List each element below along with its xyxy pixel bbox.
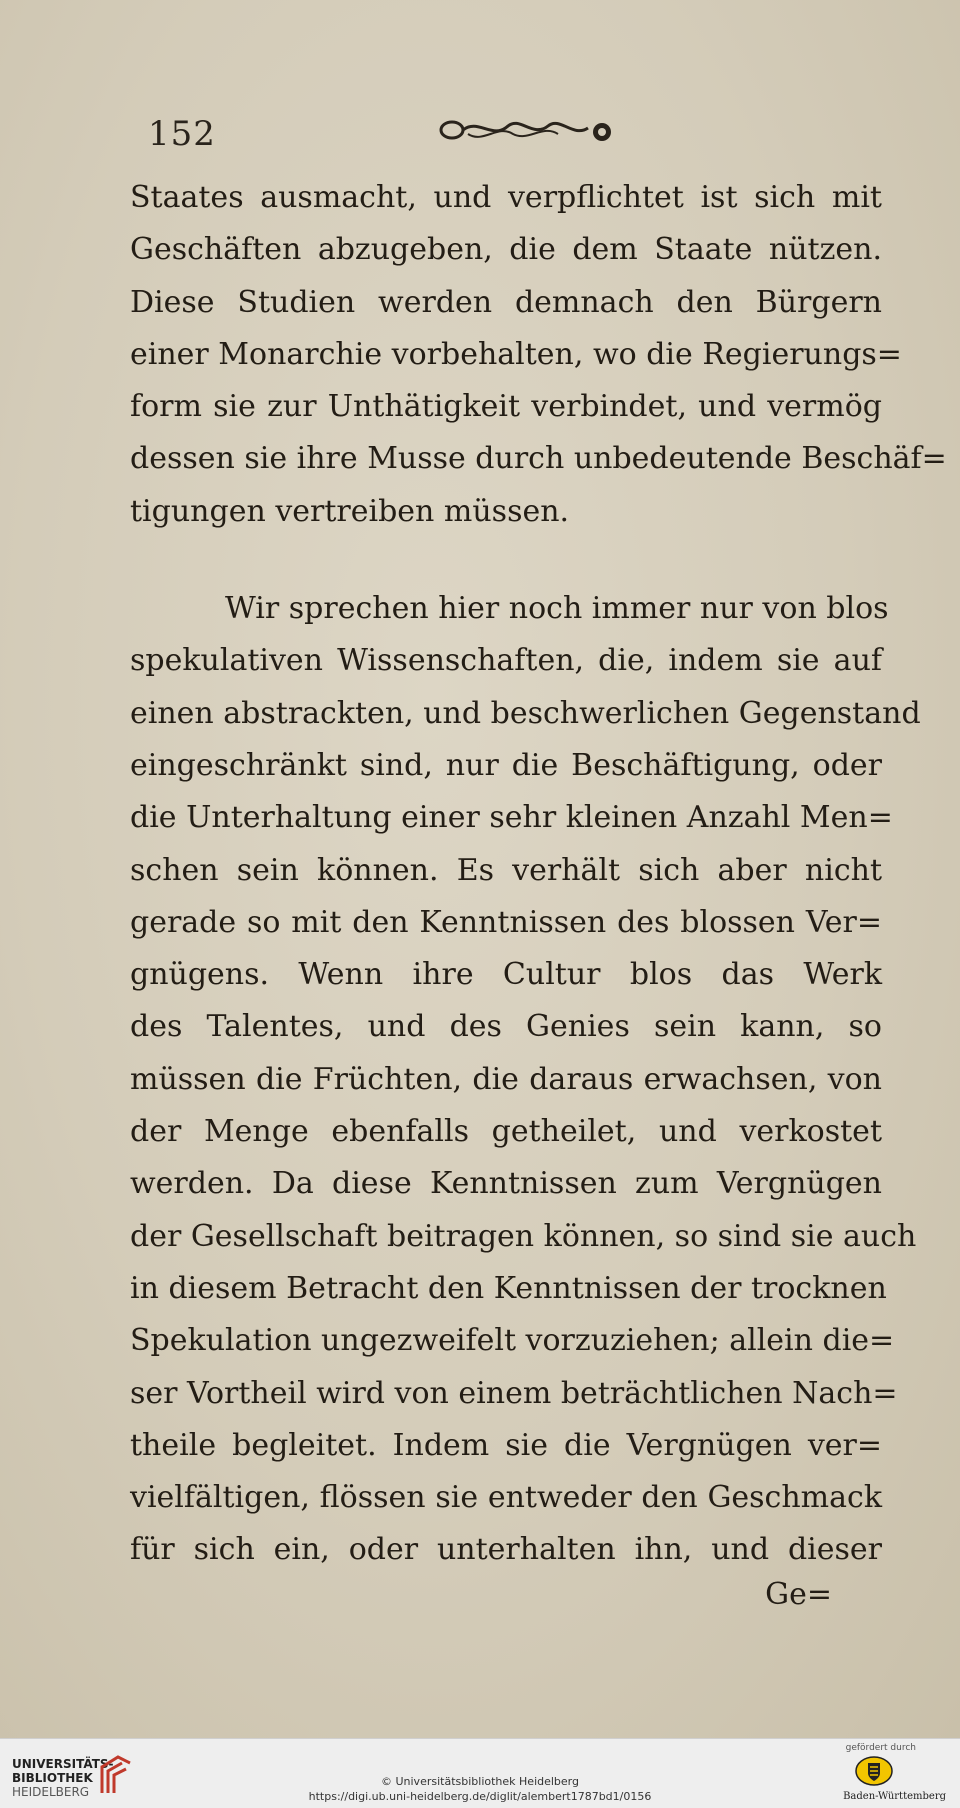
baden-wuerttemberg-crest-icon[interactable] [854, 1755, 894, 1787]
text-line: werden. Da diese Kenntnissen zum Vergnügen [130, 1166, 882, 1202]
funder-name: Baden-Württemberg [843, 1791, 946, 1802]
text-line: in diesem Betracht den Kenntnissen der trocknen [130, 1270, 887, 1306]
paragraph-2 [130, 583, 921, 1577]
text-line: Geschäften abzugeben, die dem Staate nützen. [130, 232, 882, 268]
body-text [130, 172, 947, 1577]
permalink-url[interactable]: https://digi.ub.uni-heidelberg.de/diglit/alembert1787bd1/0156 [308, 1790, 652, 1803]
text-line: eingeschränkt sind, nur die Beschäftigung, oder [130, 747, 882, 783]
funded-by-label: gefördert durch [845, 1743, 916, 1753]
catchword: Ge= [765, 1577, 832, 1612]
text-line: dessen sie ihre Musse durch unbedeutende Beschäf= [130, 441, 947, 477]
printer-ornament-icon [438, 114, 618, 148]
text-line: für sich ein, oder unterhalten ihn, und dieser [130, 1532, 882, 1568]
text-line: vielfältigen, flössen sie entweder den Geschmack [130, 1480, 882, 1516]
text-line: spekulativen Wissenschaften, die, indem sie auf [130, 643, 882, 679]
library-name-line: UNIVERSITÄTS- [12, 1757, 114, 1771]
text-line: ser Vortheil wird von einem beträchtlichen Nach= [130, 1375, 898, 1411]
text-line: Spekulation ungezweifelt vorzuziehen; allein die= [130, 1323, 895, 1359]
page-number: 152 [148, 114, 216, 154]
text-line: gnügens. Wenn ihre Cultur blos das Werk [130, 957, 882, 993]
text-line: der Menge ebenfalls getheilet, und verkostet [130, 1114, 882, 1150]
copyright-notice: © Universitätsbibliothek Heidelberg [380, 1775, 579, 1788]
text-line: gerade so mit den Kenntnissen des blossen Ver= [130, 904, 882, 940]
text-line: Diese Studien werden demnach den Bürgern [130, 284, 882, 320]
text-line: tigungen vertreiben müssen. [130, 493, 570, 529]
library-name-line: BIBLIOTHEK [12, 1771, 93, 1785]
viewer-footer [0, 1738, 960, 1808]
library-name-line: HEIDELBERG [12, 1785, 90, 1799]
text-line: der Gesellschaft beitragen können, so sind sie auch [130, 1218, 917, 1254]
text-line: Staates ausmacht, und verpflichtet ist sich mit [130, 180, 882, 215]
text-line: müssen die Früchten, die daraus erwachsen, von [130, 1061, 882, 1097]
paragraph-1 [130, 172, 947, 538]
text-line: einer Monarchie vorbehalten, wo die Regierungs= [130, 336, 902, 372]
text-line: schen sein können. Es verhält sich aber nicht [130, 852, 882, 888]
page-header [148, 112, 868, 162]
text-line: des Talentes, und des Genies sein kann, so [130, 1009, 882, 1045]
text-line: Wir sprechen hier noch immer nur von blos [225, 591, 889, 627]
text-line: die Unterhaltung einer sehr kleinen Anzahl Men= [130, 800, 893, 836]
text-line: einen abstrackten, und beschwerlichen Gegenstand [130, 695, 921, 731]
text-line: form sie zur Unthätigkeit verbindet, und vermög [130, 389, 882, 425]
text-line: theile begleitet. Indem sie die Vergnügen ver= [130, 1427, 882, 1463]
